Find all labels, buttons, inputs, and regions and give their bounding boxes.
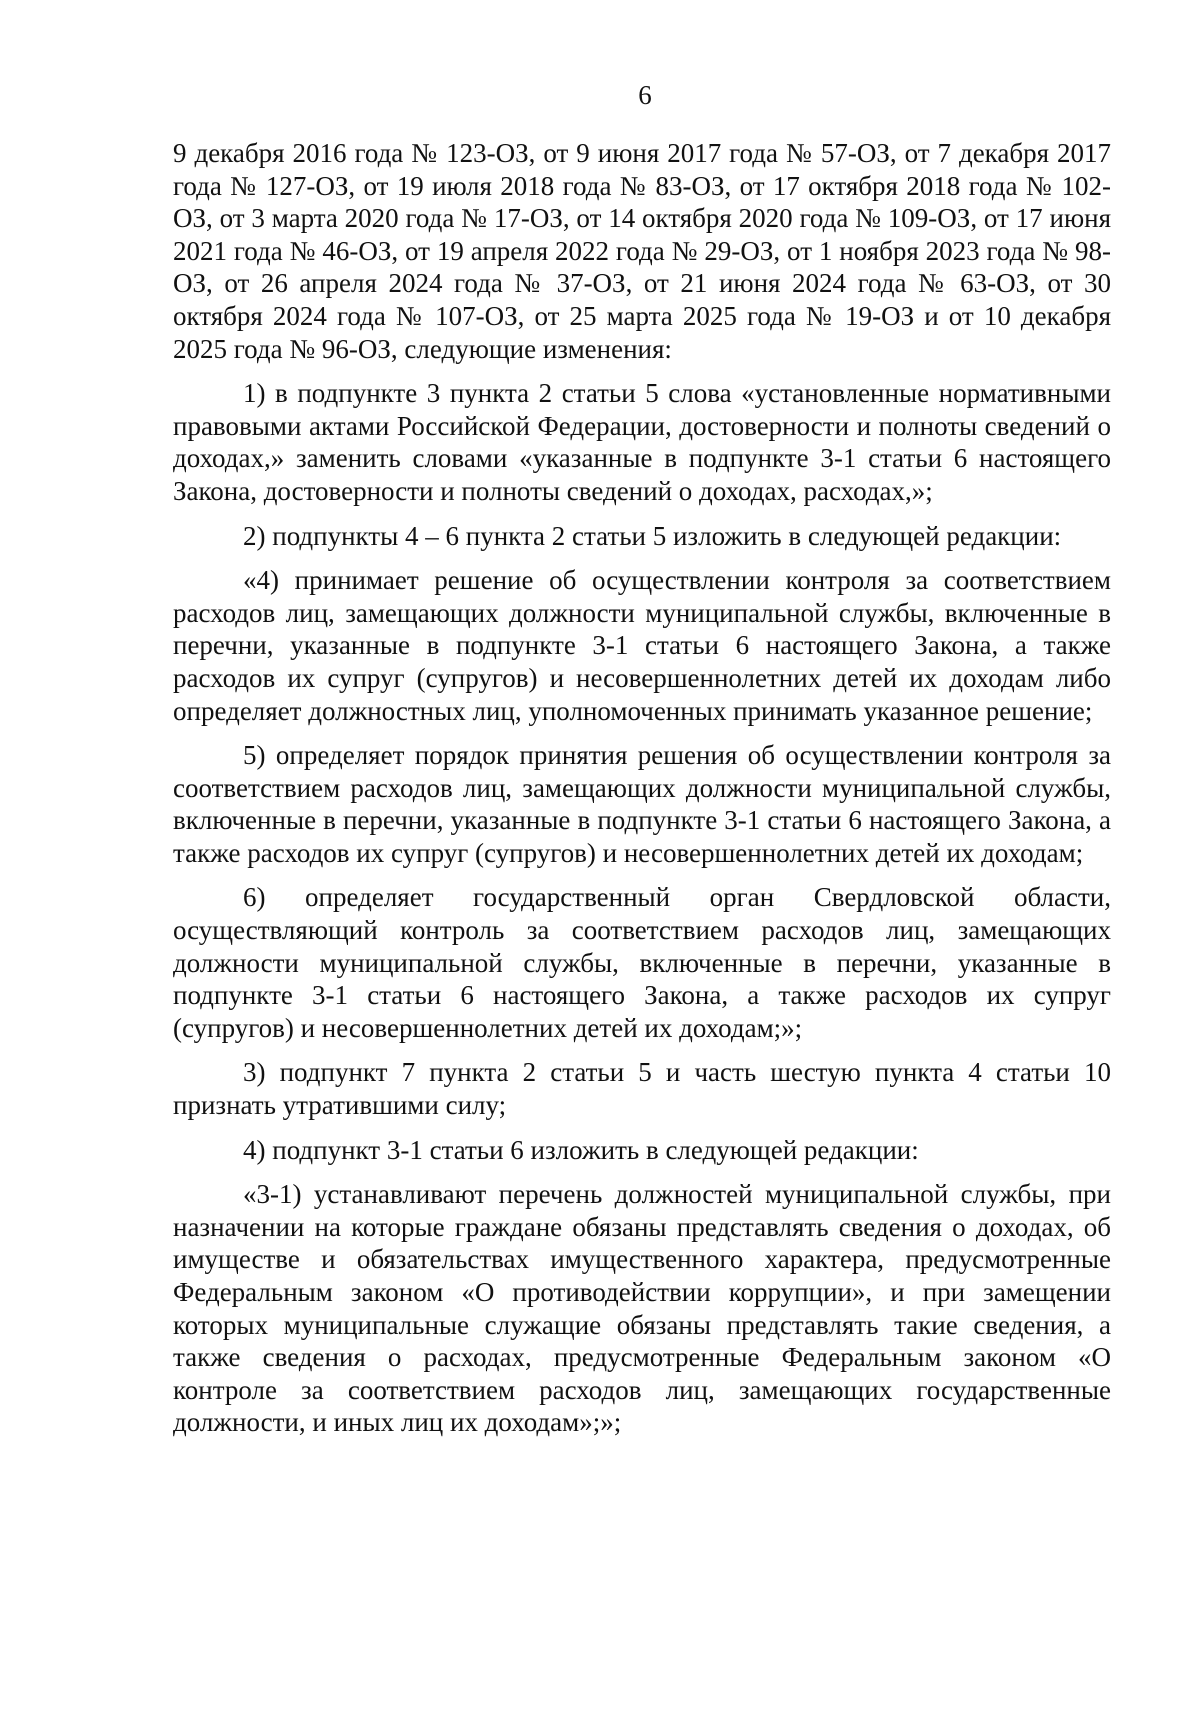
paragraph-item-4: 4) подпункт 3-1 статьи 6 изложить в следующей редакции:: [243, 1134, 919, 1165]
paragraph-item-1: 1) в подпункте 3 пункта 2 статьи 5 слова «установленные нормативными правовыми актами Российской Федерации, достоверности и полноты сведений о доходах,» заменить словами «указанные в подпункте 3-1 статьи 6 настоящего Закона, достоверности и полноты сведений о доходах, расходах,»;: [173, 378, 1111, 506]
paragraph-item-2: 2) подпункты 4 – 6 пункта 2 статьи 5 изложить в следующей редакции:: [243, 520, 1062, 551]
paragraph-subitem-6: 6) определяет государственный орган Свердловской области, осуществляющий контроль за соответствием расходов лиц, замещающих должности муниципальной службы, включенные в перечни, указанные в подпункте 3-1 статьи 6 настоящего Закона, а также расходов их супруг (супругов) и несовершеннолетних детей их доходам;»;: [173, 882, 1111, 1043]
paragraph-subitem-5: 5) определяет порядок принятия решения об осуществлении контроля за соответствием расходов лиц, замещающих должности муниципальной службы, включенные в перечни, указанные в подпункте 3-1 статьи 6 настоящего Закона, а также расходов их супруг (супругов) и несовершеннолетних детей их доходам;: [173, 740, 1111, 868]
paragraph-subitem-4: «4) принимает решение об осуществлении контроля за соответствием расходов лиц, замещающих должности муниципальной службы, включенные в перечни, указанные в подпункте 3-1 статьи 6 настоящего Закона, а также расходов их супруг (супругов) и несовершеннолетних детей их доходам либо определяет должностных лиц, уполномоченных принимать указанное решение;: [173, 565, 1111, 726]
document-body: [173, 137, 1111, 1451]
paragraph-item-3: 3) подпункт 7 пункта 2 статьи 5 и часть шестую пункта 4 статьи 10 признать утратившими силу;: [173, 1057, 1111, 1121]
paragraph-amended-laws-list: 9 декабря 2016 года № 123-ОЗ, от 9 июня 2017 года № 57-ОЗ, от 7 декабря 2017 года № 127-ОЗ, от 19 июля 2018 года № 83-ОЗ, от 17 октября 2018 года № 102-ОЗ, от 3 марта 2020 года № 17-ОЗ, от 14 октября 2020 года № 109-ОЗ, от 17 июня 2021 года № 46-ОЗ, от 19 апреля 2022 года № 29-ОЗ, от 1 ноября 2023 года № 98-ОЗ, от 26 апреля 2024 года № 37-ОЗ, от 21 июня 2024 года № 63-ОЗ, от 30 октября 2024 года № 107-ОЗ, от 25 марта 2025 года № 19-ОЗ и от 10 декабря 2025 года № 96-ОЗ, следующие изменения:: [173, 138, 1111, 364]
paragraph-subitem-3-1: «3-1) устанавливают перечень должностей муниципальной службы, при назначении на которые граждане обязаны представлять сведения о доходах, об имуществе и обязательствах имущественного характера, предусмотренные Федеральным законом «О противодействии коррупции», и при замещении которых муниципальные служащие обязаны представлять такие сведения, а также сведения о расходах, предусмотренные Федеральным законом «О контроле за соответствием расходов лиц, замещающих государственные должности, и иных лиц их доходам»;»;: [173, 1179, 1111, 1438]
page-number: 6: [638, 80, 652, 110]
